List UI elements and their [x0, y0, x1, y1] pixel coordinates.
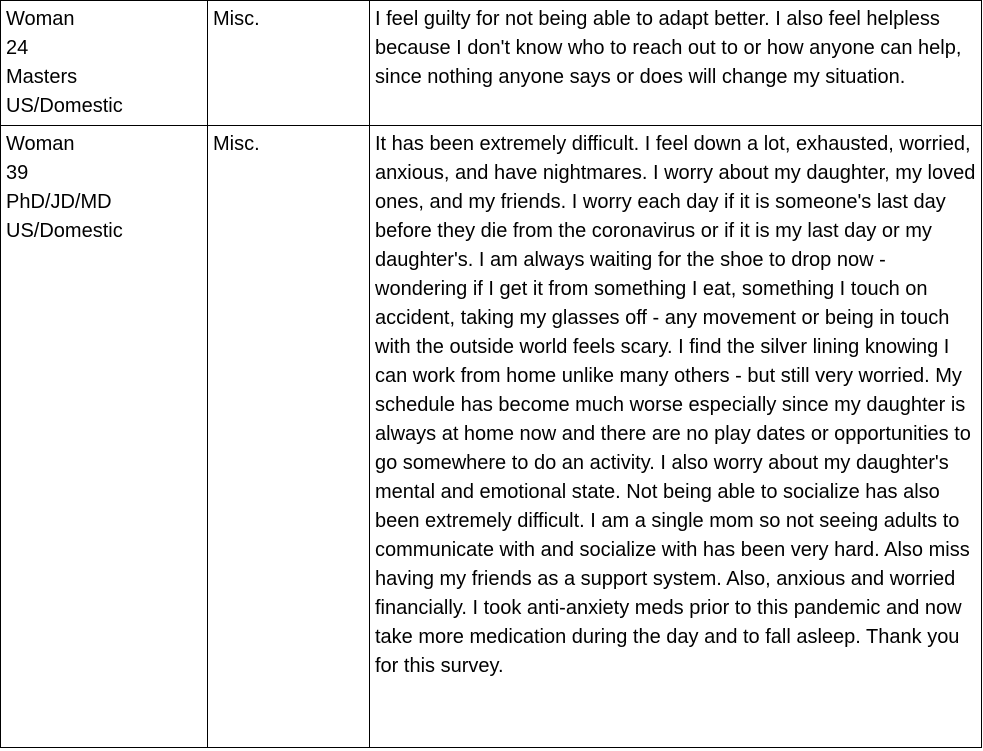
table-row — [1, 1, 982, 126]
education-value: PhD/JD/MD — [6, 191, 112, 213]
age-value: 39 — [6, 162, 29, 184]
category-cell — [208, 1, 370, 126]
age-value: 24 — [6, 37, 29, 59]
category-cell — [208, 126, 370, 748]
response-text: It has been extremely difficult. I feel down a lot, exhausted, worried, anxious, and have nightmares. I worry about my daughter, my loved ones, and my friends. I worry each day if it is someone's last day before they die from the coronavirus or if it is my last day or my daughter's. I am always waiting for the shoe to drop now - wondering if I get it from something I eat, something I touch on accident, taking my glasses off - any movement or being in touch with the outside world feels scary. I find the silver lining knowing I can work from home unlike many others - but still very worried. My schedule has become much worse especially since my daughter is always at home now and there are no play dates or opportunities to go somewhere to do an activity. I also worry about my daughter's mental and emotional state. Not being able to socialize has also been extremely difficult. I am a single mom so not seeing adults to communicate with and socialize with has been very hard. Also miss having my friends as a support system. Also, anxious and worried financially. I took anti-anxiety meds prior to this pandemic and now take more medication during the day and to fall asleep. Thank you for this survey. — [375, 133, 976, 677]
category-value: Misc. — [213, 133, 260, 155]
table-row — [1, 126, 982, 748]
category-value: Misc. — [213, 8, 260, 30]
response-text: I feel guilty for not being able to adapt better. I also feel helpless because I don't know who to reach out to or how anyone can help, since nothing anyone says or does will change my situation. — [375, 8, 962, 88]
location-value: US/Domestic — [6, 220, 123, 242]
response-cell — [370, 1, 982, 126]
gender-value: Woman — [6, 8, 75, 30]
education-value: Masters — [6, 66, 78, 88]
location-value: US/Domestic — [6, 95, 123, 117]
response-cell — [370, 126, 982, 748]
demographics-cell — [1, 1, 208, 126]
demographics-cell — [1, 126, 208, 748]
gender-value: Woman — [6, 133, 75, 155]
